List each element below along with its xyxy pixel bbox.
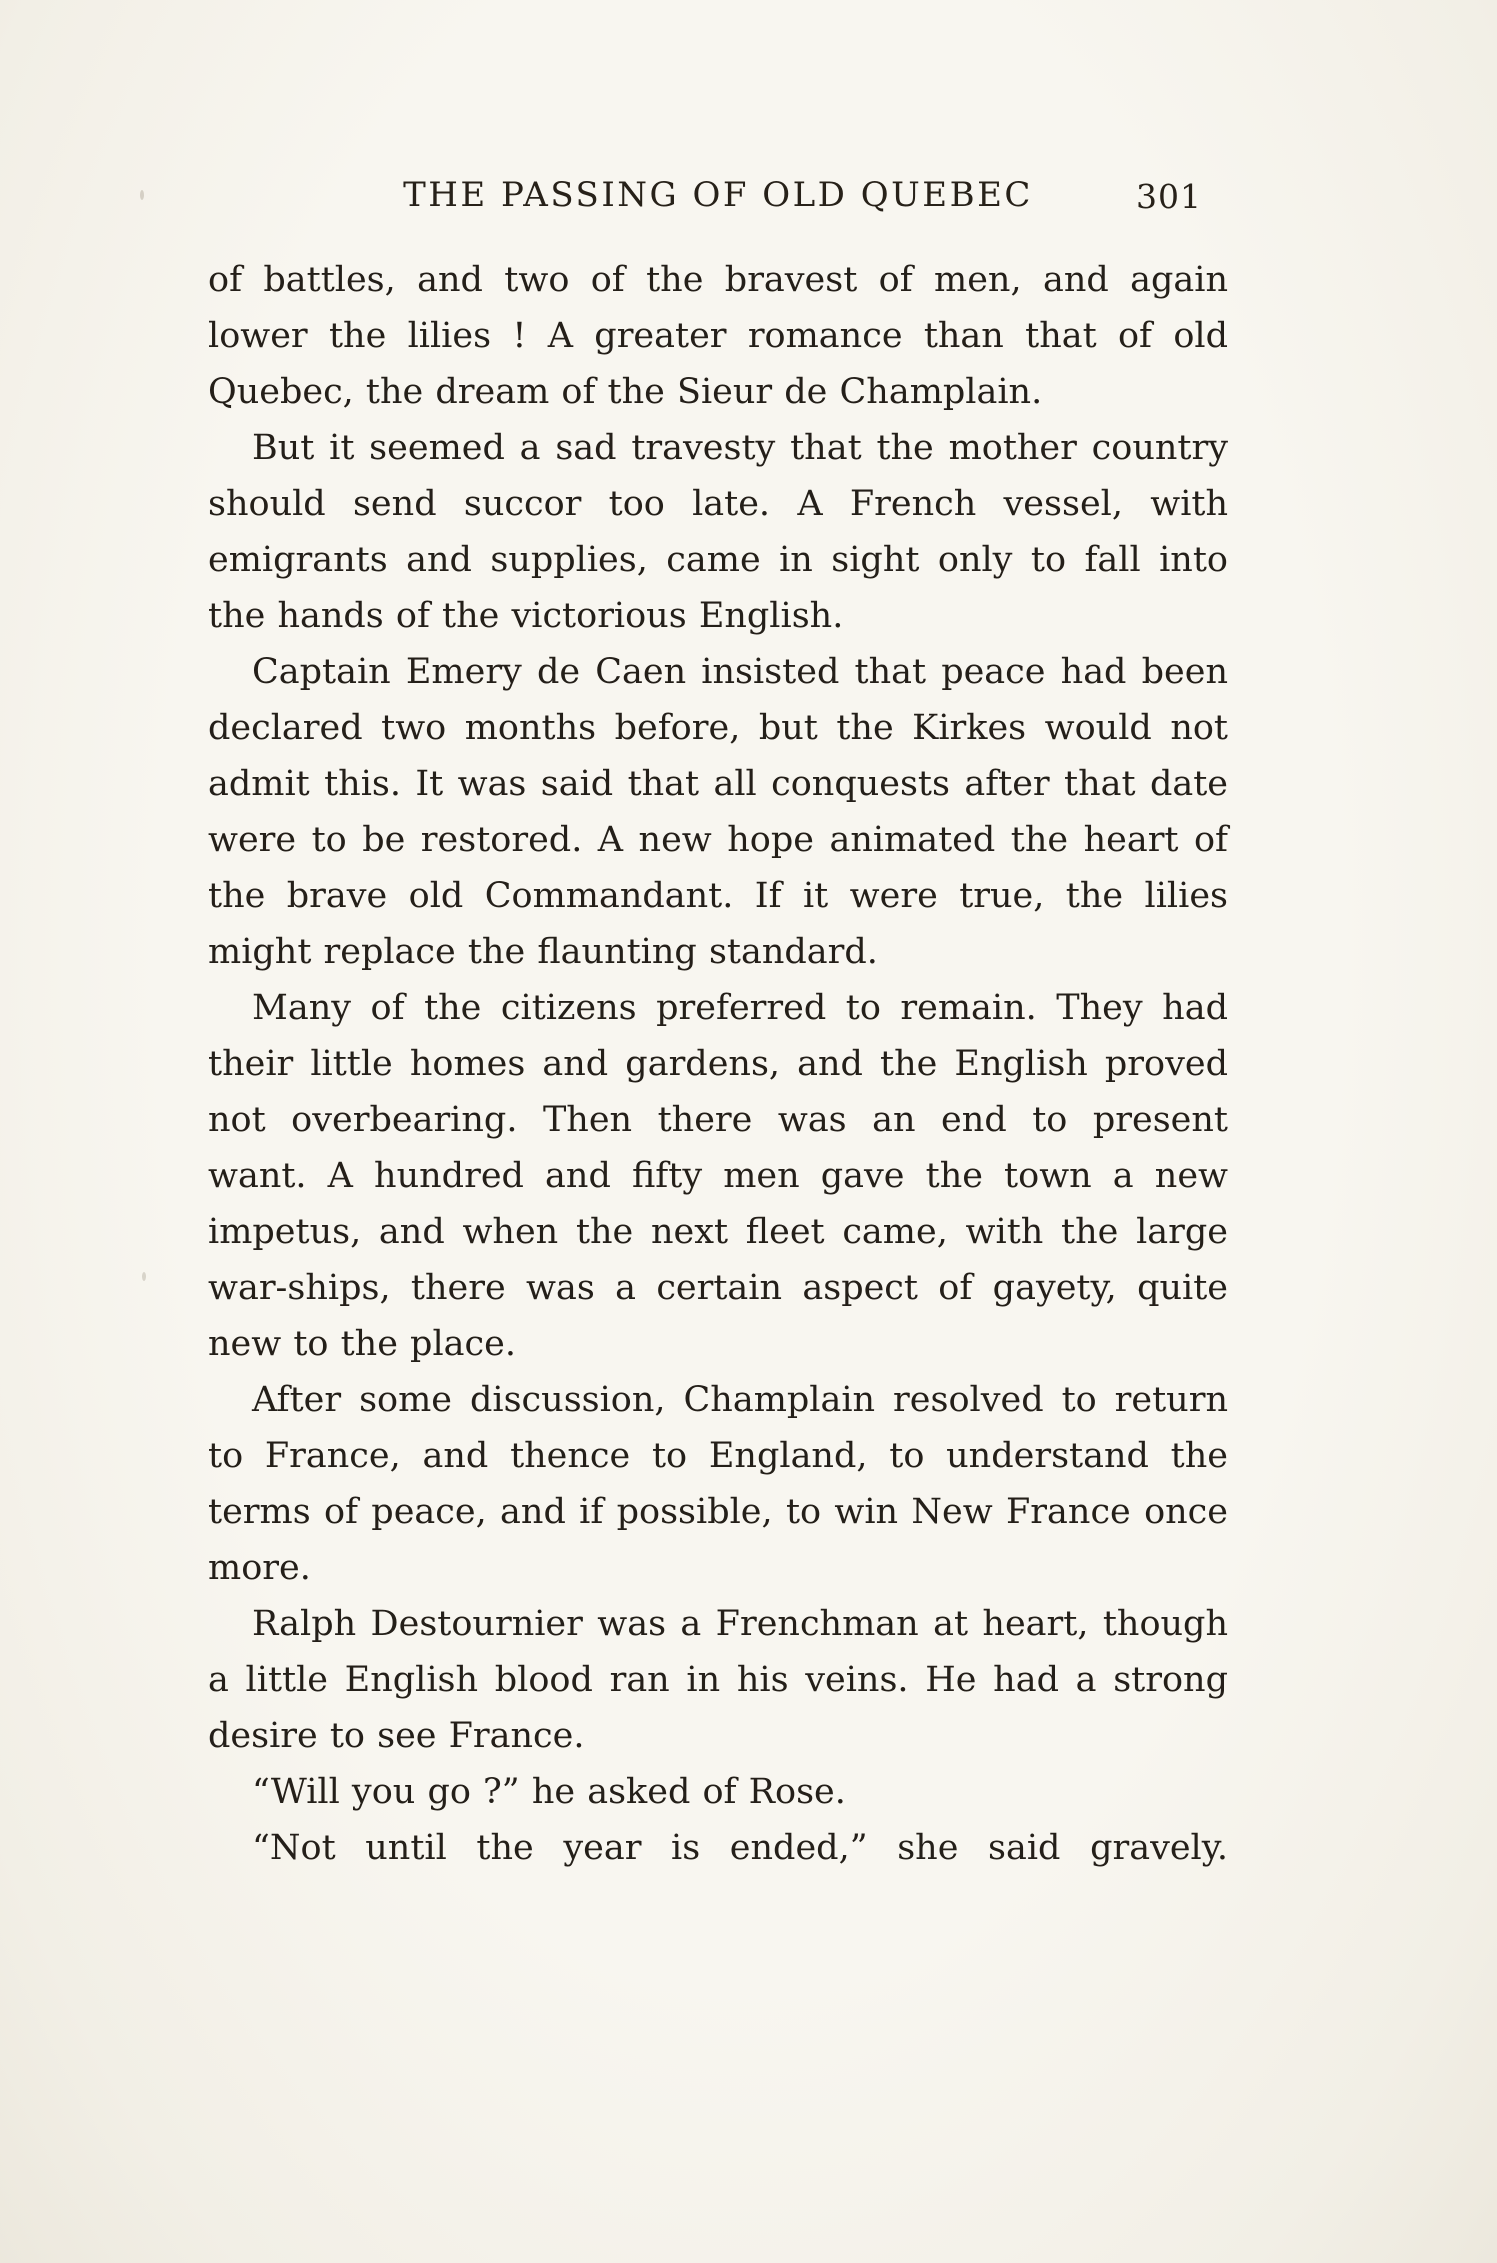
- running-header-title: THE PASSING OF OLD QUEBEC: [403, 175, 1033, 215]
- running-header: [208, 175, 1228, 225]
- page-number: 301: [1136, 177, 1202, 216]
- paragraph-dialogue: “Will you go ?” he asked of Rose.: [252, 1772, 846, 1812]
- paragraph: Captain Emery de Caen insisted that peace had been declared two months before, but the Kirkes would not admit this. It was said that all conquests after that date were to be restored. A new hope animated the heart of the brave old Commandant. If it were true, the lilies might replace the flaunting standard.: [208, 652, 1228, 972]
- scan-speck: [140, 190, 144, 200]
- paragraph-continuation: of battles, and two of the bravest of men, and again lower the lilies ! A greater romance than that of old Quebec, the dream of the Sieur de Champlain.: [208, 260, 1228, 412]
- body-text: [208, 252, 1228, 1876]
- scan-speck: [142, 1272, 146, 1281]
- paragraph: Ralph Destournier was a Frenchman at heart, though a little English blood ran in his veins. He had a strong desire to see France.: [208, 1604, 1228, 1756]
- paragraph-dialogue: “Not until the year is ended,” she said gravely.: [252, 1828, 1228, 1868]
- paragraph: But it seemed a sad travesty that the mother country should send succor too late. A French vessel, with emigrants and supplies, came in sight only to fall into the hands of the victorious English.: [208, 428, 1228, 636]
- paragraph: After some discussion, Champlain resolved to return to France, and thence to England, to understand the terms of peace, and if possible, to win New France once more.: [208, 1380, 1228, 1588]
- paragraph: Many of the citizens preferred to remain. They had their little homes and gardens, and the English proved not overbearing. Then there was an end to present want. A hundred and fifty men gave the town a new impetus, and when the next fleet came, with the large war-ships, there was a certain aspect of gayety, quite new to the place.: [208, 988, 1228, 1364]
